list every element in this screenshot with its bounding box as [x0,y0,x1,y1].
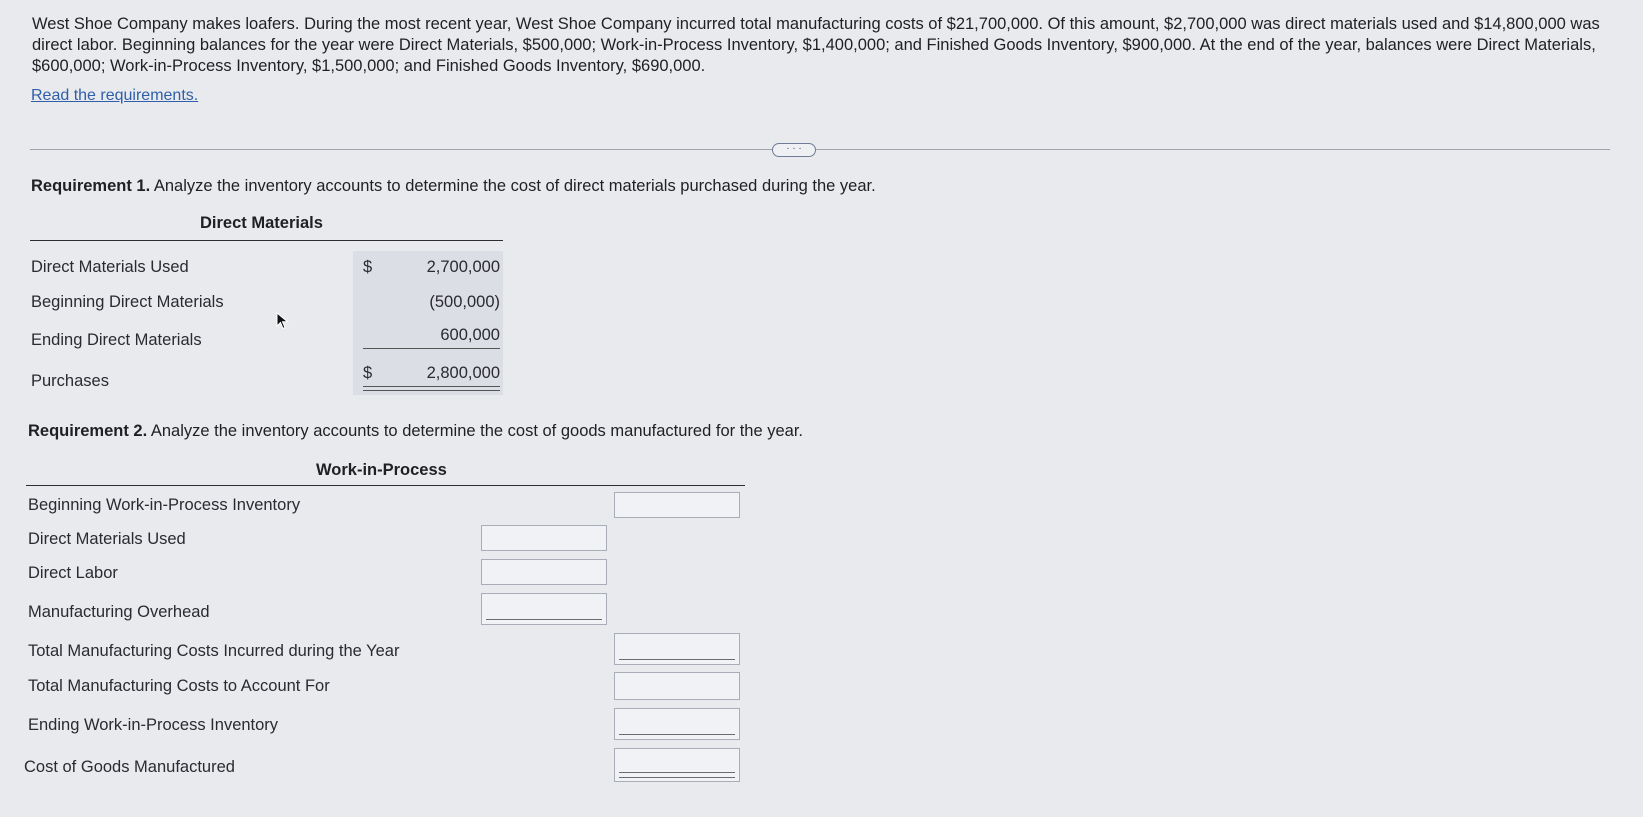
manufacturing-overhead-input[interactable] [481,593,607,625]
dm-row-value: 600,000 [440,326,500,344]
total-costs-incurred-input[interactable] [614,633,740,665]
direct-materials-header: Direct Materials [200,214,323,232]
wip-row-label: Beginning Work-in-Process Inventory [28,496,301,514]
dm-row-label: Direct Materials Used [31,258,189,276]
dm-row-value: (500,000) [429,293,500,311]
total-costs-to-account-for-input[interactable] [614,672,740,700]
more-options-button[interactable]: · · · [772,143,816,157]
wip-row-label: Direct Labor [28,564,118,582]
dm-row-label: Beginning Direct Materials [31,293,224,311]
direct-labor-input[interactable] [481,559,607,585]
requirement-1-label: Requirement 1. [31,177,151,195]
direct-materials-header-rule [30,240,503,241]
ending-wip-input[interactable] [614,708,740,740]
dm-row-label: Purchases [31,372,109,390]
subtotal-underline [363,348,500,349]
requirement-2-text: Analyze the inventory accounts to determine the cost of goods manufactured for the year. [147,422,804,440]
requirement-1-title [31,177,876,196]
cost-of-goods-manufactured-input[interactable] [614,748,740,782]
problem-statement: West Shoe Company makes loafers. During the most recent year, West Shoe Company incurred total manufacturing costs of $21,700,000. Of this amount, $2,700,000 was direct materials used and $14,800,000 was direct labor. Beginning balances for the year were Direct Materials, $500,000; Work-in-Process Inventory, $1,400,000; and Finished Goods Inventory, $900,000. At the end of the year, balances were Direct Materials, $600,000; Work-in-Process Inventory, $1,500,000; and Finished Goods Inventory, $690,000. [32,15,1600,75]
requirement-1-text: Analyze the inventory accounts to determine the cost of direct materials purchased during the year. [150,177,876,195]
dm-row-dollar: $ [363,364,373,382]
total-double-underline [363,390,500,391]
requirement-2-label: Requirement 2. [28,422,148,440]
work-in-process-header: Work-in-Process [316,461,447,479]
requirement-2-title [28,422,803,441]
direct-materials-used-input[interactable] [481,525,607,551]
work-in-process-header-rule [26,485,745,486]
dm-row-value: 2,700,000 [426,258,500,276]
read-requirements-link[interactable]: Read the requirements. [31,87,199,104]
dm-row-label: Ending Direct Materials [31,331,202,349]
dm-row-dollar: $ [363,258,373,276]
wip-row-label: Total Manufacturing Costs Incurred during the Year [28,642,400,660]
mouse-cursor-icon [276,312,290,330]
wip-row-label: Manufacturing Overhead [28,603,210,621]
section-divider [30,149,1610,150]
wip-row-label: Total Manufacturing Costs to Account For [28,677,330,695]
wip-row-label: Ending Work-in-Process Inventory [28,716,279,734]
dm-row-value: 2,800,000 [426,364,500,382]
beginning-wip-input[interactable] [614,492,740,518]
wip-row-label: Cost of Goods Manufactured [24,758,235,776]
wip-row-label: Direct Materials Used [28,530,186,548]
total-double-underline [363,386,500,387]
